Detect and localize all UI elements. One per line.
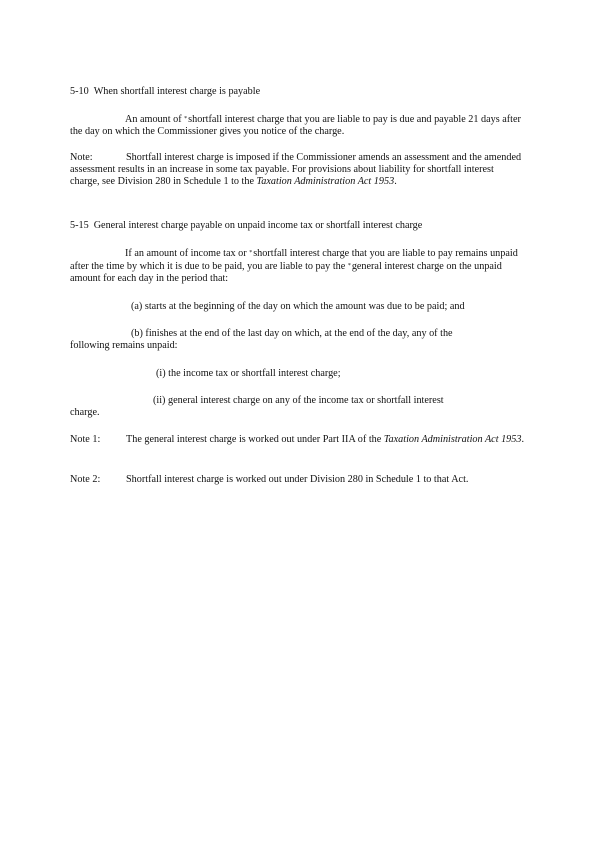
act-title: Taxation Administration Act 1953	[256, 176, 395, 187]
note-text: The general interest charge is worked out under Part IIA of the	[126, 434, 384, 445]
paragraph-text: If an amount of income tax or	[125, 248, 250, 259]
subparagraph-item-i: (i) the income tax or shortfall interest charge;	[156, 368, 341, 379]
subparagraph-item-ii: (ii) general interest charge on any of the income tax or shortfall interest	[153, 395, 444, 406]
paragraph-item-b: (b) finishes at the end of the last day on which, at the end of the day, any of the	[131, 328, 453, 339]
note-punct: .	[394, 176, 397, 187]
subparagraph-item-ii-continued: charge.	[70, 407, 100, 418]
section-heading-5-15	[70, 220, 525, 232]
section-note-2	[70, 474, 525, 486]
paragraph-text: general interest charge on the unpaid amount for each day in the period that:	[70, 261, 502, 284]
section-title: When shortfall interest charge is payable	[93, 86, 261, 97]
defined-term-marker: *	[249, 250, 253, 256]
act-title: Taxation Administration Act 1953	[383, 434, 522, 445]
paragraph-text: shortfall interest charge that you are liable to pay remains unpaid after the time by which it is due to be paid, you are liable to pay the	[70, 248, 518, 272]
paragraph-item-b-continued: following remains unpaid:	[70, 340, 178, 351]
paragraph-item-a: (a) starts at the beginning of the day on which the amount was due to be paid; and	[131, 301, 465, 312]
section-title: General interest charge payable on unpaid income tax or shortfall interest charge	[93, 220, 423, 231]
note-label: Note 2:	[70, 474, 101, 485]
note-label: Note 1:	[70, 434, 101, 445]
defined-term-marker: *	[347, 263, 351, 269]
paragraph-text: shortfall interest charge that you are liable to pay is due and payable 21 days after the day on which the Commissioner gives you notice of the charge.	[70, 114, 521, 137]
section-paragraph	[70, 113, 525, 138]
section-heading-5-10	[70, 86, 525, 98]
section-number: 5-15	[70, 220, 89, 231]
defined-term-marker: *	[184, 116, 188, 122]
note-text: Shortfall interest charge is worked out under Division 280 in Schedule 1 to that Act.	[126, 474, 469, 485]
section-note	[70, 152, 525, 188]
section-note-1	[70, 434, 525, 446]
section-number: 5-10	[70, 86, 89, 97]
section-paragraph	[70, 247, 525, 285]
note-label: Note:	[70, 152, 93, 163]
paragraph-text: An amount of	[125, 114, 185, 125]
note-punct: .	[521, 434, 524, 445]
note-text: Shortfall interest charge is imposed if the Commissioner amends an assessment and the amended assessment results in an increase in some tax payable. For provisions about liability for shortfall interest charge, see Division 280 in Schedule 1 to the	[70, 152, 522, 187]
